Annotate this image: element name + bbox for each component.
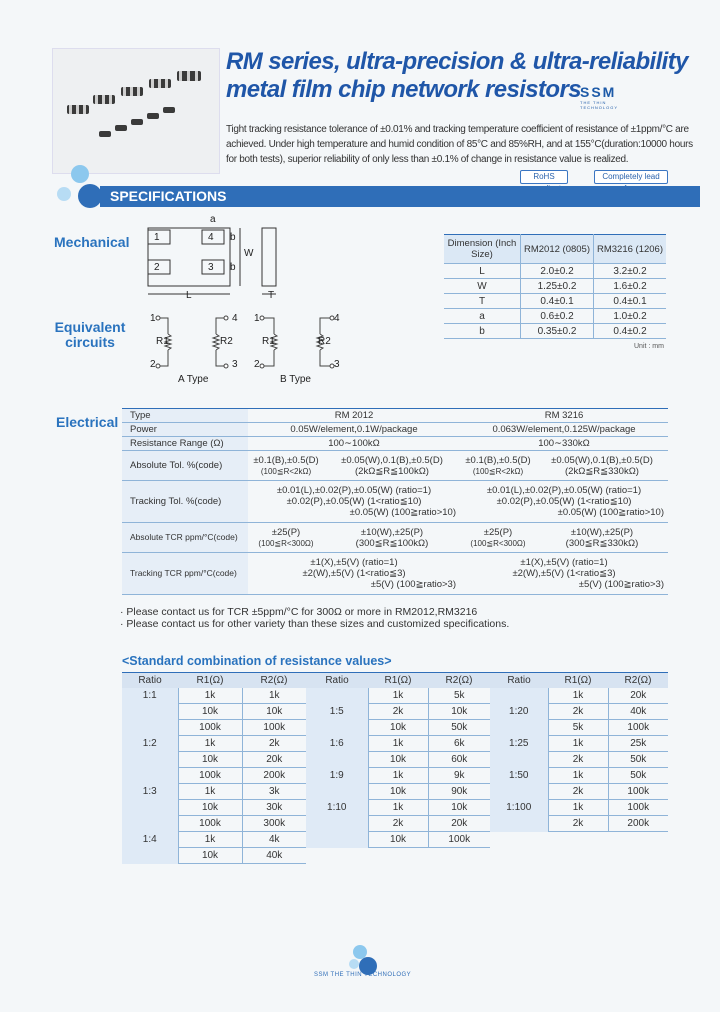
table-row (490, 752, 668, 768)
dim-l-label: L (186, 290, 192, 301)
ratio-cell: 1:50 (490, 768, 548, 784)
table-row (306, 832, 490, 848)
ratio-cell (122, 752, 178, 768)
table-row (122, 704, 306, 720)
r1-cell: 1k (368, 736, 428, 752)
table-row (122, 553, 668, 595)
dim-w-label: W (244, 248, 254, 259)
table-row (490, 736, 668, 752)
std1-header-r2: R2(Ω) (242, 673, 306, 689)
elec-range-rm2012: 100∼100kΩ (248, 437, 460, 451)
tracking-tcr-l3: ±5(V) (100≧ratio>3) (370, 579, 456, 590)
circuit-a-r2: R2 (220, 336, 233, 347)
r2-cell: 5k (428, 688, 490, 704)
dim-cell: 3.2±0.2 (594, 264, 667, 279)
company-logo (580, 84, 646, 110)
circuit-a-pin1: 1 (150, 313, 156, 324)
table-row (444, 264, 666, 279)
table-row (122, 688, 306, 704)
circuit-b-caption: B Type (280, 374, 311, 385)
std1-header-ratio: Ratio (122, 673, 178, 689)
circuit-b-pin3: 3 (334, 359, 340, 370)
tracking-tol-l3: ±0.05(W) (100≧ratio>10) (349, 507, 456, 518)
table-row (490, 768, 668, 784)
r2-cell: 1k (242, 688, 306, 704)
abs-tcr-d2: (300≦R≦330kΩ) (565, 537, 639, 549)
r1-cell: 1k (178, 784, 242, 800)
ratio-cell: 1:3 (122, 784, 178, 800)
ratio-cell (122, 768, 178, 784)
elec-abs-tcr-label: Absolute TCR ppm/°C(code) (122, 523, 248, 553)
r2-cell: 300k (242, 816, 306, 832)
abs-tol-b1: ±0.05(W),0.1(B),±0.5(D) (341, 454, 443, 466)
abs-tol-a2: (100≦R<2kΩ) (260, 466, 312, 476)
dim-cell: 1.25±0.2 (521, 279, 594, 294)
table-row (122, 423, 668, 437)
table-row (122, 816, 306, 832)
r1-cell: 10k (178, 848, 242, 864)
r1-cell: 10k (178, 752, 242, 768)
note-1: · Please contact us for TCR ±5ppm/°C for 300Ω or more in RM2012,RM3216 (120, 606, 478, 618)
circuit-a-pin3: 3 (232, 359, 238, 370)
abs-tcr-b2: (300≦R≦100kΩ) (355, 537, 429, 549)
r1-cell: 10k (368, 784, 428, 800)
ratio-cell: 1:4 (122, 832, 178, 848)
circuit-b-r1: R1 (262, 336, 275, 347)
r1-cell: 1k (548, 768, 608, 784)
abs-tcr-a1: ±25(P) (271, 526, 301, 538)
r1-cell: 10k (178, 704, 242, 720)
r1-cell: 10k (368, 752, 428, 768)
table-row (122, 832, 306, 848)
standard-title: <Standard combination of resistance values> (122, 654, 392, 668)
elec-type-label: Type (122, 409, 248, 423)
elec-range-rm3216: 100∼330kΩ (460, 437, 668, 451)
ratio-cell (490, 784, 548, 800)
r2-cell: 9k (428, 768, 490, 784)
elec-type-rm2012: RM 2012 (248, 409, 460, 423)
circuit-a-pin4: 4 (232, 313, 238, 324)
r1-cell: 1k (178, 688, 242, 704)
r2-cell: 100k (608, 720, 668, 736)
table-row (490, 800, 668, 816)
r1-cell: 1k (178, 736, 242, 752)
unit-note: Unit : mm (634, 343, 664, 350)
table-row (122, 752, 306, 768)
r2-cell: 10k (428, 704, 490, 720)
std3-header-ratio: Ratio (490, 673, 548, 689)
notes (120, 606, 509, 630)
ratio-cell: 1:9 (306, 768, 368, 784)
dim-header-dimension: Dimension (Inch Size) (444, 235, 521, 264)
r2-cell: 2k (242, 736, 306, 752)
r2-cell: 40k (242, 848, 306, 864)
dimension-table (444, 234, 666, 339)
r2-cell: 10k (242, 704, 306, 720)
r2-cell: 100k (608, 784, 668, 800)
tracking-tol-r2: ±0.02(P),±0.05(W) (1<ratio≦10) (496, 496, 632, 507)
tracking-tol-r3: ±0.05(W) (100≧ratio>10) (557, 507, 664, 518)
table-row (306, 736, 490, 752)
r1-cell: 1k (548, 688, 608, 704)
r1-cell: 1k (548, 736, 608, 752)
dim-header-rm3216: RM3216 (1206) (594, 235, 667, 264)
ratio-cell (490, 816, 548, 832)
dim-cell: W (444, 279, 521, 294)
dim-cell: L (444, 264, 521, 279)
ratio-cell (306, 720, 368, 736)
circuit-b-r2: R2 (318, 336, 331, 347)
electrical-heading: Electrical (56, 414, 119, 430)
table-row (306, 752, 490, 768)
ratio-cell (122, 848, 178, 864)
tracking-tcr-r2: ±2(W),±5(V) (1<ratio≦3) (512, 568, 616, 579)
dim-b2-label: b (230, 262, 236, 273)
dim-cell: 0.4±0.2 (594, 324, 667, 339)
r2-cell: 6k (428, 736, 490, 752)
table-row (122, 451, 668, 481)
table-row (490, 816, 668, 832)
r2-cell: 100k (428, 832, 490, 848)
equivalent-heading-line1: Equivalent (54, 319, 126, 335)
circuit-a-r1: R1 (156, 336, 169, 347)
pad-1-label: 1 (154, 232, 160, 243)
abs-tcr-a2: (100≦R<300Ω) (258, 538, 314, 548)
r1-cell: 5k (548, 720, 608, 736)
r2-cell: 3k (242, 784, 306, 800)
circuit-a-caption: A Type (178, 374, 209, 385)
ratio-cell (306, 816, 368, 832)
table-row (490, 688, 668, 704)
abs-tcr-b1: ±10(W),±25(P) (360, 526, 424, 538)
r2-cell: 25k (608, 736, 668, 752)
r2-cell: 50k (608, 752, 668, 768)
table-row (306, 768, 490, 784)
ratio-cell: 1:5 (306, 704, 368, 720)
logo-name: SSM (580, 84, 617, 100)
r2-cell: 100k (242, 720, 306, 736)
r1-cell: 1k (368, 768, 428, 784)
tracking-tol-l1: ±0.01(L),±0.02(P),±0.05(W) (ratio=1) (276, 485, 432, 496)
table-row (122, 437, 668, 451)
elec-tracking-tol-label: Tracking Tol. %(code) (122, 481, 248, 523)
r1-cell: 10k (368, 720, 428, 736)
r2-cell: 30k (242, 800, 306, 816)
mechanical-drawing (140, 214, 290, 300)
ratio-cell: 1:100 (490, 800, 548, 816)
table-row (122, 768, 306, 784)
ratio-cell: 1:1 (122, 688, 178, 704)
dim-cell: 1.0±0.2 (594, 309, 667, 324)
pad-2-label: 2 (154, 262, 160, 273)
abs-tcr-c2: (100≦R<300Ω) (470, 538, 526, 548)
std2-header-r2: R2(Ω) (428, 673, 490, 689)
dim-header-rm2012: RM2012 (0805) (521, 235, 594, 264)
r1-cell: 10k (368, 832, 428, 848)
dim-t-label: T (268, 290, 275, 301)
page-title: RM series, ultra-precision & ultra-reliability metal film chip network resistors (226, 48, 688, 103)
r1-cell: 100k (178, 816, 242, 832)
r1-cell: 1k (368, 688, 428, 704)
ratio-cell (490, 720, 548, 736)
ratio-cell (122, 800, 178, 816)
dim-cell: a (444, 309, 521, 324)
abs-tol-a1: ±0.1(B),±0.5(D) (253, 454, 319, 466)
std3-header-r2: R2(Ω) (608, 673, 668, 689)
ratio-cell (122, 704, 178, 720)
elec-power-rm2012: 0.05W/element,0.1W/package (248, 423, 460, 437)
r1-cell: 2k (548, 784, 608, 800)
elec-power-rm3216: 0.063W/element,0.125W/package (460, 423, 668, 437)
rohs-badge: RoHS (520, 170, 568, 184)
tracking-tol-r1: ±0.01(L),±0.02(P),±0.05(W) (ratio=1) (486, 485, 642, 496)
intro-text: Tight tracking resistance tolerance of ±0.01% and tracking temperature coefficient of resistance of ±1ppm/°C are achieved. Under high temperature and humid condition of 85°C and 85%RH, and at 155°C(duration:10000 hours for both tests), superior reliability of only less than ±0.1% of change in resistance value is realized. (226, 124, 693, 165)
r2-cell: 20k (428, 816, 490, 832)
product-photo (52, 48, 220, 174)
elec-tracking-tcr-label: Tracking TCR ppm/°C(code) (122, 553, 248, 595)
table-row (122, 736, 306, 752)
table-row (444, 324, 666, 339)
r1-cell: 1k (178, 832, 242, 848)
r1-cell: 100k (178, 768, 242, 784)
equivalent-heading (54, 320, 126, 350)
table-row (306, 720, 490, 736)
r1-cell: 2k (548, 704, 608, 720)
mechanical-heading: Mechanical (54, 234, 130, 250)
tracking-tcr-l1: ±1(X),±5(V) (ratio=1) (310, 557, 398, 568)
circuit-a-pin2: 2 (150, 359, 156, 370)
r1-cell: 10k (178, 800, 242, 816)
pad-4-label: 4 (208, 232, 214, 243)
ratio-cell: 1:6 (306, 736, 368, 752)
ratio-cell (306, 832, 368, 848)
r2-cell: 60k (428, 752, 490, 768)
table-row (122, 720, 306, 736)
tracking-tcr-r1: ±1(X),±5(V) (ratio=1) (520, 557, 608, 568)
table-row (122, 409, 668, 423)
ratio-cell: 1:10 (306, 800, 368, 816)
ratio-cell: 1:25 (490, 736, 548, 752)
specifications-header: SPECIFICATIONS (100, 186, 700, 207)
footer-text: SSM THE THIN TECHNOLOGY (314, 972, 412, 978)
standard-table-2 (306, 672, 490, 848)
table-row (444, 279, 666, 294)
table-row (122, 481, 668, 523)
r2-cell: 200k (608, 816, 668, 832)
r2-cell: 50k (608, 768, 668, 784)
r1-cell: 2k (368, 704, 428, 720)
r2-cell: 4k (242, 832, 306, 848)
abs-tcr-c1: ±25(P) (483, 526, 513, 538)
tracking-tcr-r3: ±5(V) (100≧ratio>3) (578, 579, 664, 590)
table-row (490, 784, 668, 800)
pad-3-label: 3 (208, 262, 214, 273)
table-row (306, 800, 490, 816)
lead-free-badge: Completely lead (594, 170, 668, 184)
abs-tol-c1: ±0.1(B),±0.5(D) (465, 454, 531, 466)
elec-range-label: Resistance Range (Ω) (122, 437, 248, 451)
abs-tol-d2: (2kΩ≦R≦330kΩ) (565, 465, 639, 477)
note-2: · Please contact us for other variety than these sizes and customized specifications. (120, 618, 510, 630)
std2-header-ratio: Ratio (306, 673, 368, 689)
abs-tcr-d1: ±10(W),±25(P) (570, 526, 634, 538)
ratio-cell (306, 752, 368, 768)
std2-header-r1: R1(Ω) (368, 673, 428, 689)
elec-abs-tol-label: Absolute Tol. %(code) (122, 451, 248, 481)
r1-cell: 1k (548, 800, 608, 816)
elec-power-label: Power (122, 423, 248, 437)
tracking-tol-l2: ±0.02(P),±0.05(W) (1<ratio≦10) (286, 496, 422, 507)
std3-header-r1: R1(Ω) (548, 673, 608, 689)
dim-cell: 0.4±0.1 (594, 294, 667, 309)
table-row (122, 848, 306, 864)
dim-cell: b (444, 324, 521, 339)
table-row (122, 523, 668, 553)
circuit-b-pin2: 2 (254, 359, 260, 370)
r2-cell: 20k (608, 688, 668, 704)
ratio-cell (306, 784, 368, 800)
r2-cell: 90k (428, 784, 490, 800)
table-row (306, 704, 490, 720)
r1-cell: 1k (368, 800, 428, 816)
table-row (444, 309, 666, 324)
tracking-tcr-l2: ±2(W),±5(V) (1<ratio≦3) (302, 568, 406, 579)
ratio-cell: 1:2 (122, 736, 178, 752)
dim-cell: 0.35±0.2 (521, 324, 594, 339)
dim-cell: 1.6±0.2 (594, 279, 667, 294)
elec-type-rm3216: RM 3216 (460, 409, 668, 423)
ratio-cell (122, 816, 178, 832)
r1-cell: 2k (548, 816, 608, 832)
r2-cell: 200k (242, 768, 306, 784)
ratio-cell (490, 752, 548, 768)
circuit-b-pin4: 4 (334, 313, 340, 324)
dim-b1-label: b (230, 232, 236, 243)
ratio-cell: 1:20 (490, 704, 548, 720)
table-row (490, 720, 668, 736)
r2-cell: 10k (428, 800, 490, 816)
dim-cell: T (444, 294, 521, 309)
r2-cell: 40k (608, 704, 668, 720)
table-row (306, 784, 490, 800)
r2-cell: 20k (242, 752, 306, 768)
dim-cell: 2.0±0.2 (521, 264, 594, 279)
standard-table-1 (122, 672, 306, 864)
equivalent-heading-line2: circuits (65, 334, 115, 350)
abs-tol-c2: (100≦R<2kΩ) (472, 466, 524, 476)
r1-cell: 100k (178, 720, 242, 736)
standard-table-3 (490, 672, 668, 832)
std1-header-r1: R1(Ω) (178, 673, 242, 689)
abs-tol-b2: (2kΩ≦R≦100kΩ) (355, 465, 429, 477)
electrical-table (122, 408, 668, 595)
dim-cell: 0.6±0.2 (521, 309, 594, 324)
table-row (444, 294, 666, 309)
r2-cell: 100k (608, 800, 668, 816)
table-row (122, 800, 306, 816)
circuit-diagram (146, 312, 346, 372)
r1-cell: 2k (368, 816, 428, 832)
logo-subtitle: THE THIN TECHNOLOGY (580, 100, 619, 110)
ratio-cell (122, 720, 178, 736)
table-row (122, 784, 306, 800)
decorative-dots-icon (44, 160, 104, 210)
dim-cell: 0.4±0.1 (521, 294, 594, 309)
table-row (490, 704, 668, 720)
r1-cell: 2k (548, 752, 608, 768)
table-row (306, 816, 490, 832)
circuit-b-pin1: 1 (254, 313, 260, 324)
table-row (306, 688, 490, 704)
r2-cell: 50k (428, 720, 490, 736)
dim-a-label: a (210, 214, 216, 225)
ratio-cell (490, 688, 548, 704)
ratio-cell (306, 688, 368, 704)
abs-tol-d1: ±0.05(W),0.1(B),±0.5(D) (551, 454, 653, 466)
